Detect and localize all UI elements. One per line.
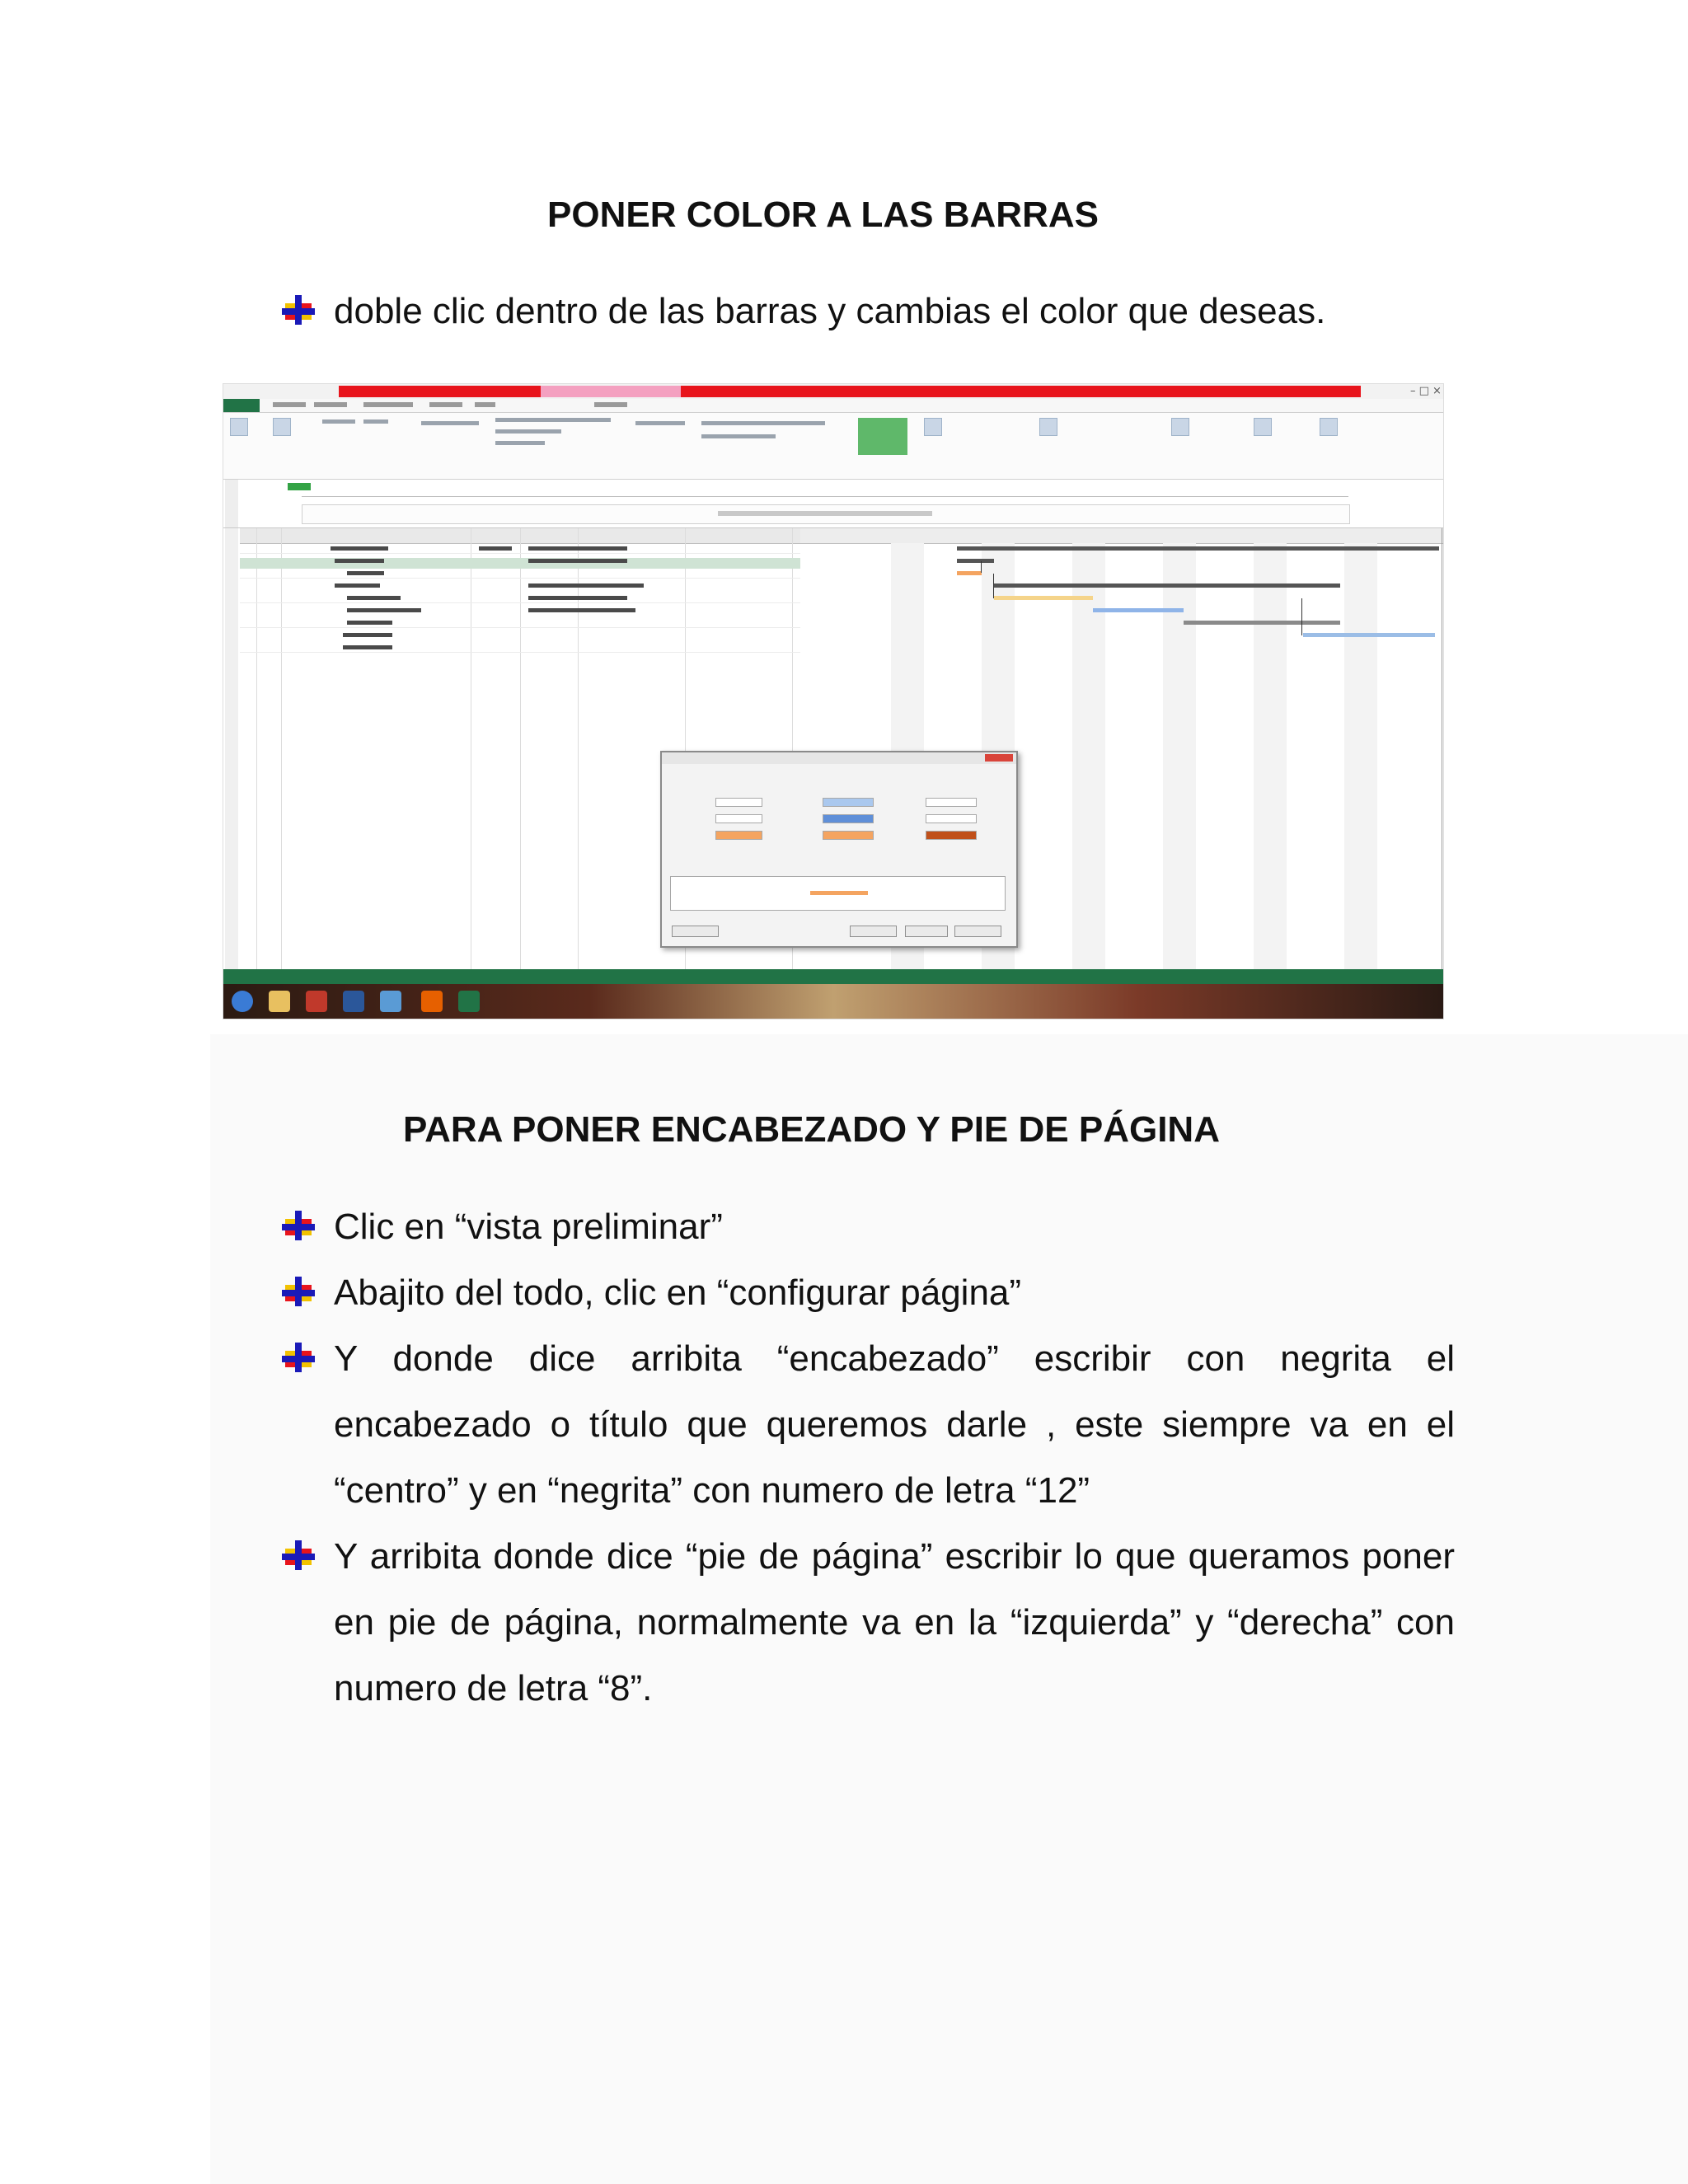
ribbon	[223, 413, 1443, 480]
task-row[interactable]	[347, 596, 401, 600]
task-tools[interactable]	[635, 421, 685, 425]
schedule-tools[interactable]	[495, 441, 545, 445]
manual-schedule-button[interactable]	[858, 418, 907, 455]
bullet-item	[280, 1524, 1455, 1722]
task-bar[interactable]	[1303, 633, 1435, 637]
photos-icon[interactable]	[380, 991, 401, 1012]
edit-icon[interactable]	[1320, 418, 1338, 436]
bullet-item	[280, 1194, 1455, 1260]
section-heading-bar-color: PONER COLOR A LAS BARRAS	[547, 194, 1099, 235]
start-color-field[interactable]	[715, 831, 762, 840]
task-row[interactable]	[347, 621, 392, 625]
task-bar[interactable]	[994, 596, 1093, 600]
middle-color-field[interactable]	[823, 831, 874, 840]
dialog-title-bar	[662, 752, 1016, 764]
summary-bar[interactable]	[957, 546, 1439, 551]
arrow-bullet-icon	[280, 1539, 316, 1575]
col-divider	[578, 528, 579, 969]
cancel-button[interactable]	[954, 926, 1001, 937]
arrow-bullet-icon	[280, 1341, 316, 1377]
arrow-bullet-icon	[280, 293, 316, 330]
bullet-text: Y donde dice arribita “encabezado” escribir con negrita el encabezado o título que queremos darle , este siempre va en el “centro” y en “negrita” con numero de letra “12”	[334, 1338, 1455, 1511]
schedule-tools[interactable]	[495, 418, 611, 422]
gantt-grid	[223, 528, 1443, 969]
close-icon[interactable]	[985, 754, 1013, 762]
schedule-tools[interactable]	[495, 429, 561, 434]
bullet-item	[280, 1260, 1455, 1326]
weekend-column	[1254, 543, 1287, 969]
menu-item[interactable]	[594, 402, 627, 407]
title-bar	[223, 384, 1443, 399]
row-divider	[240, 627, 800, 628]
col-divider	[256, 528, 257, 969]
task-bar[interactable]	[1184, 621, 1340, 625]
insert-icon[interactable]	[1039, 418, 1057, 436]
summary-bar[interactable]	[994, 583, 1340, 588]
preview-bar	[810, 891, 868, 895]
task-bar[interactable]	[957, 571, 982, 575]
row-divider	[240, 578, 800, 579]
arrow-bullet-icon	[280, 1209, 316, 1245]
timeline-hint	[718, 511, 932, 516]
col-divider	[281, 528, 282, 969]
menu-item[interactable]	[273, 402, 306, 407]
task-row[interactable]	[331, 546, 388, 551]
task-row[interactable]	[528, 596, 627, 600]
start-icon[interactable]	[232, 991, 253, 1012]
bullet-item	[280, 279, 1455, 344]
task-row[interactable]	[347, 608, 421, 612]
row-divider	[240, 602, 800, 603]
bar-format-dialog	[660, 751, 1018, 948]
project-icon[interactable]	[458, 991, 480, 1012]
window-controls-icon[interactable]: – □ ×	[1410, 385, 1442, 397]
context-tab	[541, 386, 681, 397]
task-row[interactable]	[479, 546, 512, 551]
dependency-link	[981, 561, 982, 573]
title-band	[339, 386, 1361, 397]
taskbar	[223, 984, 1443, 1019]
end-color-field[interactable]	[926, 831, 977, 840]
schedule-tools[interactable]	[421, 421, 479, 425]
dependency-link	[1301, 598, 1302, 635]
gantt-header	[800, 528, 1443, 544]
word-icon[interactable]	[343, 991, 364, 1012]
paste-icon[interactable]	[273, 418, 291, 436]
app-icon[interactable]	[306, 991, 327, 1012]
properties-icon[interactable]	[1254, 418, 1272, 436]
weekend-column	[1344, 543, 1377, 969]
task-row[interactable]	[335, 583, 380, 588]
section-heading-header-footer: PARA PONER ENCABEZADO Y PIE DE PÁGINA	[403, 1109, 1220, 1150]
firefox-icon[interactable]	[421, 991, 443, 1012]
task-row[interactable]	[528, 608, 635, 612]
status-bar	[223, 969, 1443, 984]
end-type-field[interactable]	[926, 814, 977, 823]
today-marker	[288, 483, 311, 490]
task-row[interactable]	[528, 546, 627, 551]
gantt-view-icon[interactable]	[230, 418, 248, 436]
dependency-link	[993, 574, 994, 598]
summary-bar[interactable]	[957, 559, 994, 563]
weekend-column	[1163, 543, 1196, 969]
bar-shape-field[interactable]	[715, 798, 762, 807]
middle-shape-field[interactable]	[823, 798, 874, 807]
task-row[interactable]	[528, 559, 627, 563]
menu-item[interactable]	[475, 402, 495, 407]
task-tools[interactable]	[701, 421, 825, 425]
menu-item[interactable]	[363, 402, 413, 407]
ms-project-screenshot	[223, 383, 1444, 1019]
bullet-text: Y arribita donde dice “pie de página” escribir lo que queramos poner en pie de página, normalmente va en la “izquierda” y “derecha” con numero de letra “8”.	[334, 1536, 1455, 1708]
task-row[interactable]	[343, 645, 392, 649]
bullet-text: Clic en “vista preliminar”	[334, 1207, 723, 1247]
bullet-text: doble clic dentro de las barras y cambias el color que deseas.	[334, 291, 1326, 331]
arrow-bullet-icon	[280, 1275, 316, 1311]
explorer-icon[interactable]	[269, 991, 290, 1012]
selected-row[interactable]	[240, 558, 800, 569]
end-shape-field[interactable]	[926, 798, 977, 807]
task-row[interactable]	[528, 583, 644, 588]
menu-item[interactable]	[314, 402, 347, 407]
bar-type-field[interactable]	[715, 814, 762, 823]
view-label	[225, 528, 238, 969]
weekend-column	[1072, 543, 1105, 969]
task-row[interactable]	[335, 559, 384, 563]
apply-button[interactable]	[850, 926, 897, 937]
task-row[interactable]	[343, 633, 392, 637]
menu-item[interactable]	[429, 402, 462, 407]
size-box[interactable]	[363, 419, 388, 424]
task-icon[interactable]	[924, 418, 942, 436]
row-divider	[240, 652, 800, 653]
middle-pattern-field[interactable]	[823, 814, 874, 823]
task-tools[interactable]	[701, 434, 776, 438]
timeline	[223, 480, 1443, 528]
timeline-axis	[302, 496, 1348, 497]
task-bar[interactable]	[1093, 608, 1184, 612]
font-box[interactable]	[322, 419, 355, 424]
information-icon[interactable]	[1171, 418, 1189, 436]
timeline-label	[225, 480, 238, 527]
ok-button[interactable]	[905, 926, 948, 937]
row-divider	[240, 553, 800, 554]
file-tab[interactable]	[223, 399, 260, 412]
menu-bar	[223, 399, 1443, 413]
help-button[interactable]	[672, 926, 719, 937]
col-divider	[520, 528, 521, 969]
task-row[interactable]	[347, 571, 384, 575]
bullet-text: Abajito del todo, clic en “configurar página”	[334, 1272, 1022, 1313]
bullet-item	[280, 1326, 1455, 1524]
